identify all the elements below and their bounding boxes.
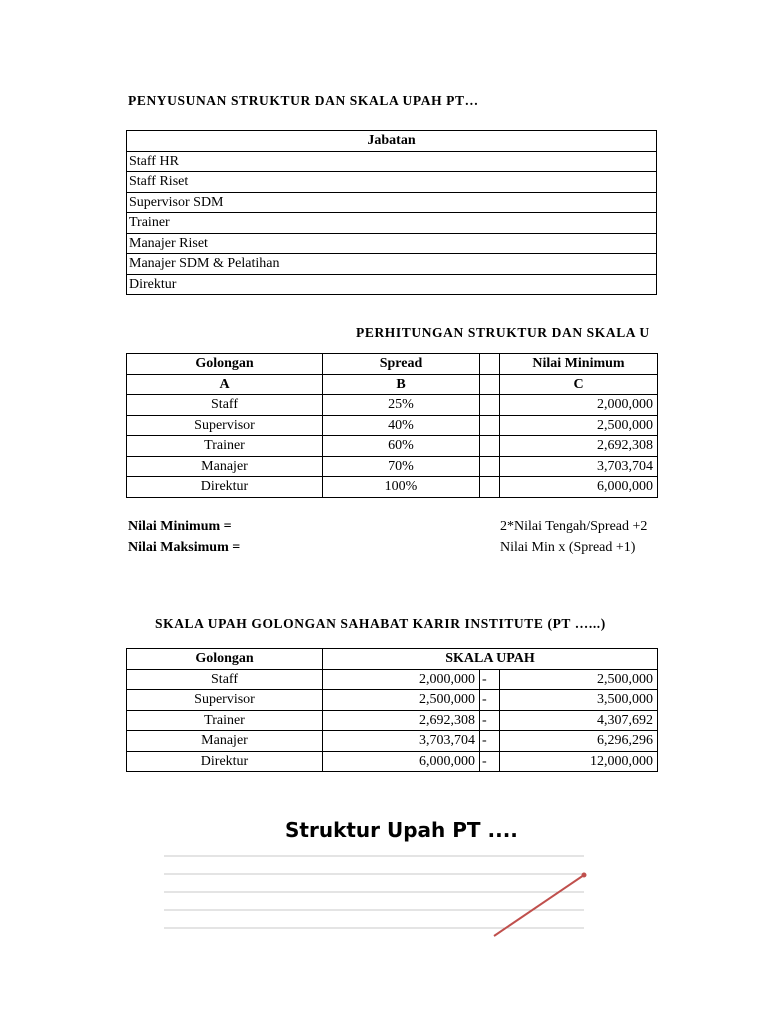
table-cell: Supervisor — [127, 690, 323, 711]
table-row — [127, 415, 658, 436]
table-cell: 12,000,000 — [500, 751, 658, 772]
blank-header — [480, 354, 500, 375]
nilai-minimum-formula: 2*Nilai Tengah/Spread +2 — [500, 519, 648, 534]
table-cell: Manajer — [127, 456, 323, 477]
table-row — [127, 456, 658, 477]
column-letter: A — [127, 374, 323, 395]
table-cell — [480, 415, 500, 436]
table-cell: 2,692,308 — [323, 710, 480, 731]
table-row — [127, 254, 657, 275]
golongan-header: Golongan — [127, 649, 323, 670]
jabatan-cell: Staff HR — [127, 151, 657, 172]
jabatan-cell: Direktur — [127, 274, 657, 295]
table-cell: 25% — [323, 395, 480, 416]
spread-header: Spread — [323, 354, 480, 375]
golongan-header: Golongan — [127, 354, 323, 375]
table-row — [127, 172, 657, 193]
nilai-maksimum-label: Nilai Maksimum = — [128, 540, 241, 555]
table-cell: 3,703,704 — [323, 731, 480, 752]
table-cell: 2,000,000 — [323, 669, 480, 690]
table-cell: 70% — [323, 456, 480, 477]
struktur-upah-chart — [150, 848, 600, 938]
table-cell — [480, 436, 500, 457]
perhitungan-table — [126, 353, 658, 498]
table-cell: - — [480, 710, 500, 731]
jabatan-cell: Manajer SDM & Pelatihan — [127, 254, 657, 275]
table-cell: 40% — [323, 415, 480, 436]
table-cell: - — [480, 751, 500, 772]
table-row — [127, 690, 658, 711]
jabatan-cell: Staff Riset — [127, 172, 657, 193]
table-cell: - — [480, 690, 500, 711]
formula-wrap — [126, 517, 658, 561]
table-cell: 4,307,692 — [500, 710, 658, 731]
jabatan-cell: Manajer Riset — [127, 233, 657, 254]
table-row — [127, 395, 658, 416]
skala-upah-table — [126, 648, 658, 772]
perhitungan-table-wrap — [126, 353, 658, 499]
table-row — [127, 477, 658, 498]
table-cell: - — [480, 731, 500, 752]
section2-title: PERHITUNGAN STRUKTUR DAN SKALA U — [356, 325, 650, 340]
table-row — [127, 213, 657, 234]
table-cell: 6,296,296 — [500, 731, 658, 752]
table-cell: 2,500,000 — [500, 415, 658, 436]
table-cell: Trainer — [127, 436, 323, 457]
table-cell — [480, 477, 500, 498]
jabatan-table — [126, 130, 657, 295]
table-cell: - — [480, 669, 500, 690]
jabatan-header: Jabatan — [127, 131, 657, 152]
jabatan-cell: Supervisor SDM — [127, 192, 657, 213]
table-row — [127, 274, 657, 295]
table-cell — [480, 456, 500, 477]
table-cell: 2,692,308 — [500, 436, 658, 457]
table-cell — [480, 395, 500, 416]
table-cell: Direktur — [127, 751, 323, 772]
table-row — [127, 751, 658, 772]
nilai-minimum-label: Nilai Minimum = — [128, 519, 232, 534]
section2-title-wrap — [126, 325, 658, 345]
section3-title: SKALA UPAH GOLONGAN SAHABAT KARIR INSTITUTE (PT …...) — [155, 616, 606, 631]
table-row — [127, 192, 657, 213]
skala-upah-header: SKALA UPAH — [323, 649, 658, 670]
nilai-maksimum-formula: Nilai Min x (Spread +1) — [500, 540, 636, 555]
jabatan-cell: Trainer — [127, 213, 657, 234]
table-cell: 2,500,000 — [500, 669, 658, 690]
table-cell: 100% — [323, 477, 480, 498]
chart-series-line — [494, 875, 584, 936]
nilai-minimum-header: Nilai Minimum — [500, 354, 658, 375]
table-cell: 6,000,000 — [500, 477, 658, 498]
column-letter: B — [323, 374, 480, 395]
table-row — [127, 233, 657, 254]
table-row — [127, 151, 657, 172]
table-cell: 2,000,000 — [500, 395, 658, 416]
table-cell: 3,703,704 — [500, 456, 658, 477]
column-letter: C — [500, 374, 658, 395]
table-cell: Manajer — [127, 731, 323, 752]
table-cell: 6,000,000 — [323, 751, 480, 772]
table-row — [127, 731, 658, 752]
chart-title: Struktur Upah PT .... — [285, 818, 518, 842]
chart-point — [582, 873, 587, 878]
table-row — [127, 669, 658, 690]
table-cell: Trainer — [127, 710, 323, 731]
table-cell: Staff — [127, 395, 323, 416]
section1-title: PENYUSUNAN STRUKTUR DAN SKALA UPAH PT… — [128, 93, 479, 108]
table-cell: Direktur — [127, 477, 323, 498]
table-cell: 3,500,000 — [500, 690, 658, 711]
table-cell: 2,500,000 — [323, 690, 480, 711]
column-letter — [480, 374, 500, 395]
table-row — [127, 710, 658, 731]
table-row — [127, 436, 658, 457]
table-cell: Supervisor — [127, 415, 323, 436]
table-cell: Staff — [127, 669, 323, 690]
table-cell: 60% — [323, 436, 480, 457]
